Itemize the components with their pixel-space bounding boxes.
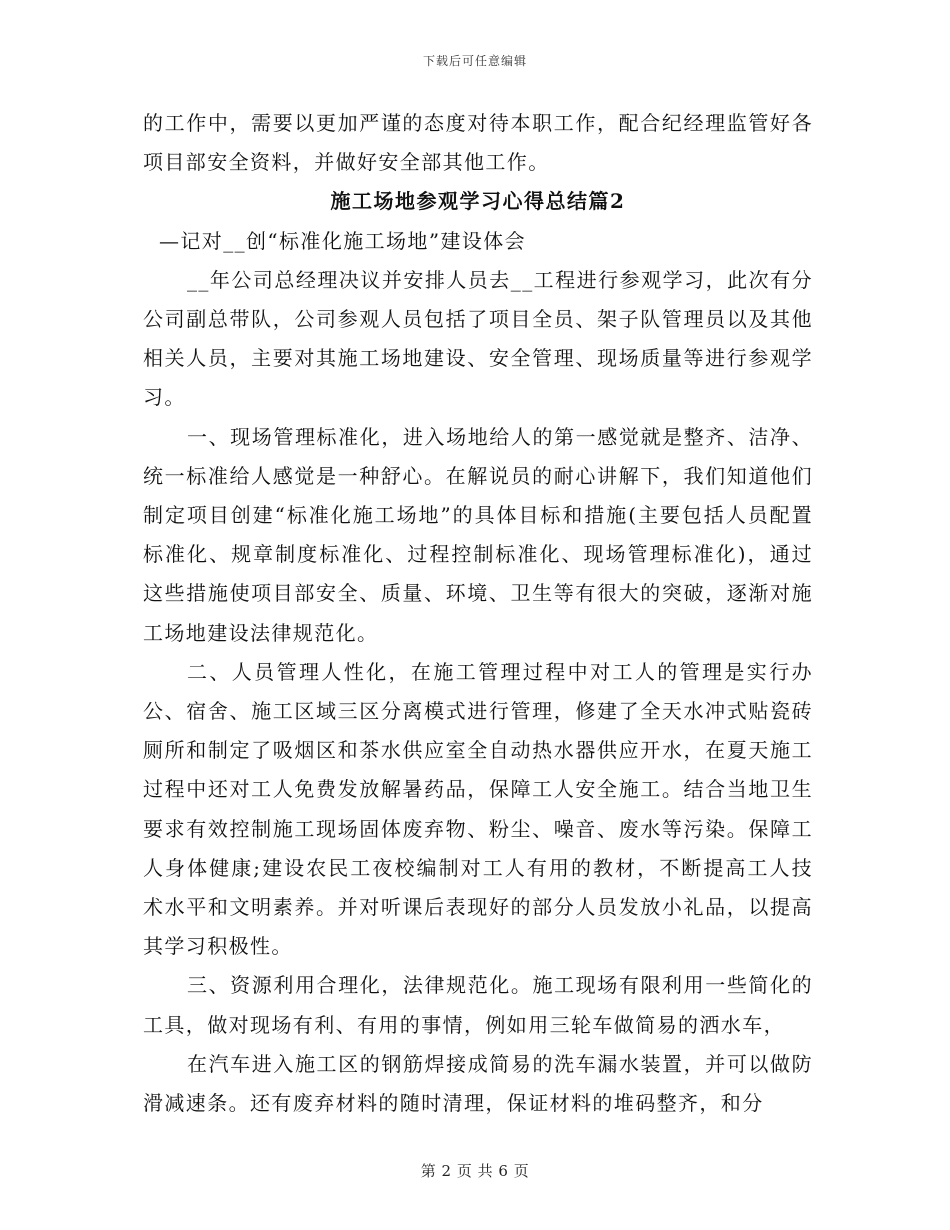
document-body (143, 104, 813, 1123)
paragraph-point-2: 二、人员管理人性化，在施工管理过程中对工人的管理是实行办公、宿舍、施工区域三区分离模式进行管理，修建了全天水冲式贴瓷砖厕所和制定了吸烟区和茶水供应室全自动热水器供应开水，在夏天施工过程中还对工人免费发放解暑药品，保障工人安全施工。结合当地卫生要求有效控制施工现场固体废弃物、粉尘、噪音、废水等污染。保障工人身体健康;建设农民工夜校编制对工人有用的教材，不断提高工人技术水平和文明素养。并对听课后表现好的部分人员发放小礼品，以提高其学习积极性。 (143, 659, 813, 959)
paragraph-point-3: 三、资源利用合理化，法律规范化。施工现场有限利用一些简化的工具，做对现场有利、有用的事情，例如用三轮车做简易的洒水车， (143, 973, 813, 1037)
page-header: 下载后可任意编辑 (422, 54, 527, 68)
section-subtitle: —记对__创“标准化施工场地”建设体会 (159, 228, 527, 253)
paragraph-intro: __年公司总经理决议并安排人员去__工程进行参观学习，此次有分公司副总带队，公司参观人员包括了项目全员、架子队管理员以及其他相关人员，主要对其施工场地建设、安全管理、现场质量等进行参观学习。 (143, 267, 813, 410)
paragraph-point-3-continued: 在汽车进入施工区的钢筋焊接成简易的洗车漏水装置，并可以做防滑减速条。还有废弃材料的随时清理，保证材料的堆码整齐，和分 (143, 1051, 813, 1116)
page-number-footer: 第 2 页 共 6 页 (420, 1162, 530, 1180)
continuation-paragraph: 的工作中，需要以更加严谨的态度对待本职工作，配合纪经理监管好各项目部安全资料，并做好安全部其他工作。 (143, 111, 813, 175)
paragraph-point-1: 一、现场管理标准化，进入场地给人的第一感觉就是整齐、洁净、统一标准给人感觉是一种舒心。在解说员的耐心讲解下，我们知道他们制定项目创建“标准化施工场地”的具体目标和措施(主要包括人员配置标准化、规章制度标准化、过程控制标准化、现场管理标准化)，通过这些措施使项目部安全、质量、环境、卫生等有很大的突破，逐渐对施工场地建设法律规范化。 (143, 424, 813, 645)
section-title: 施工场地参观学习心得总结篇2 (330, 189, 626, 214)
